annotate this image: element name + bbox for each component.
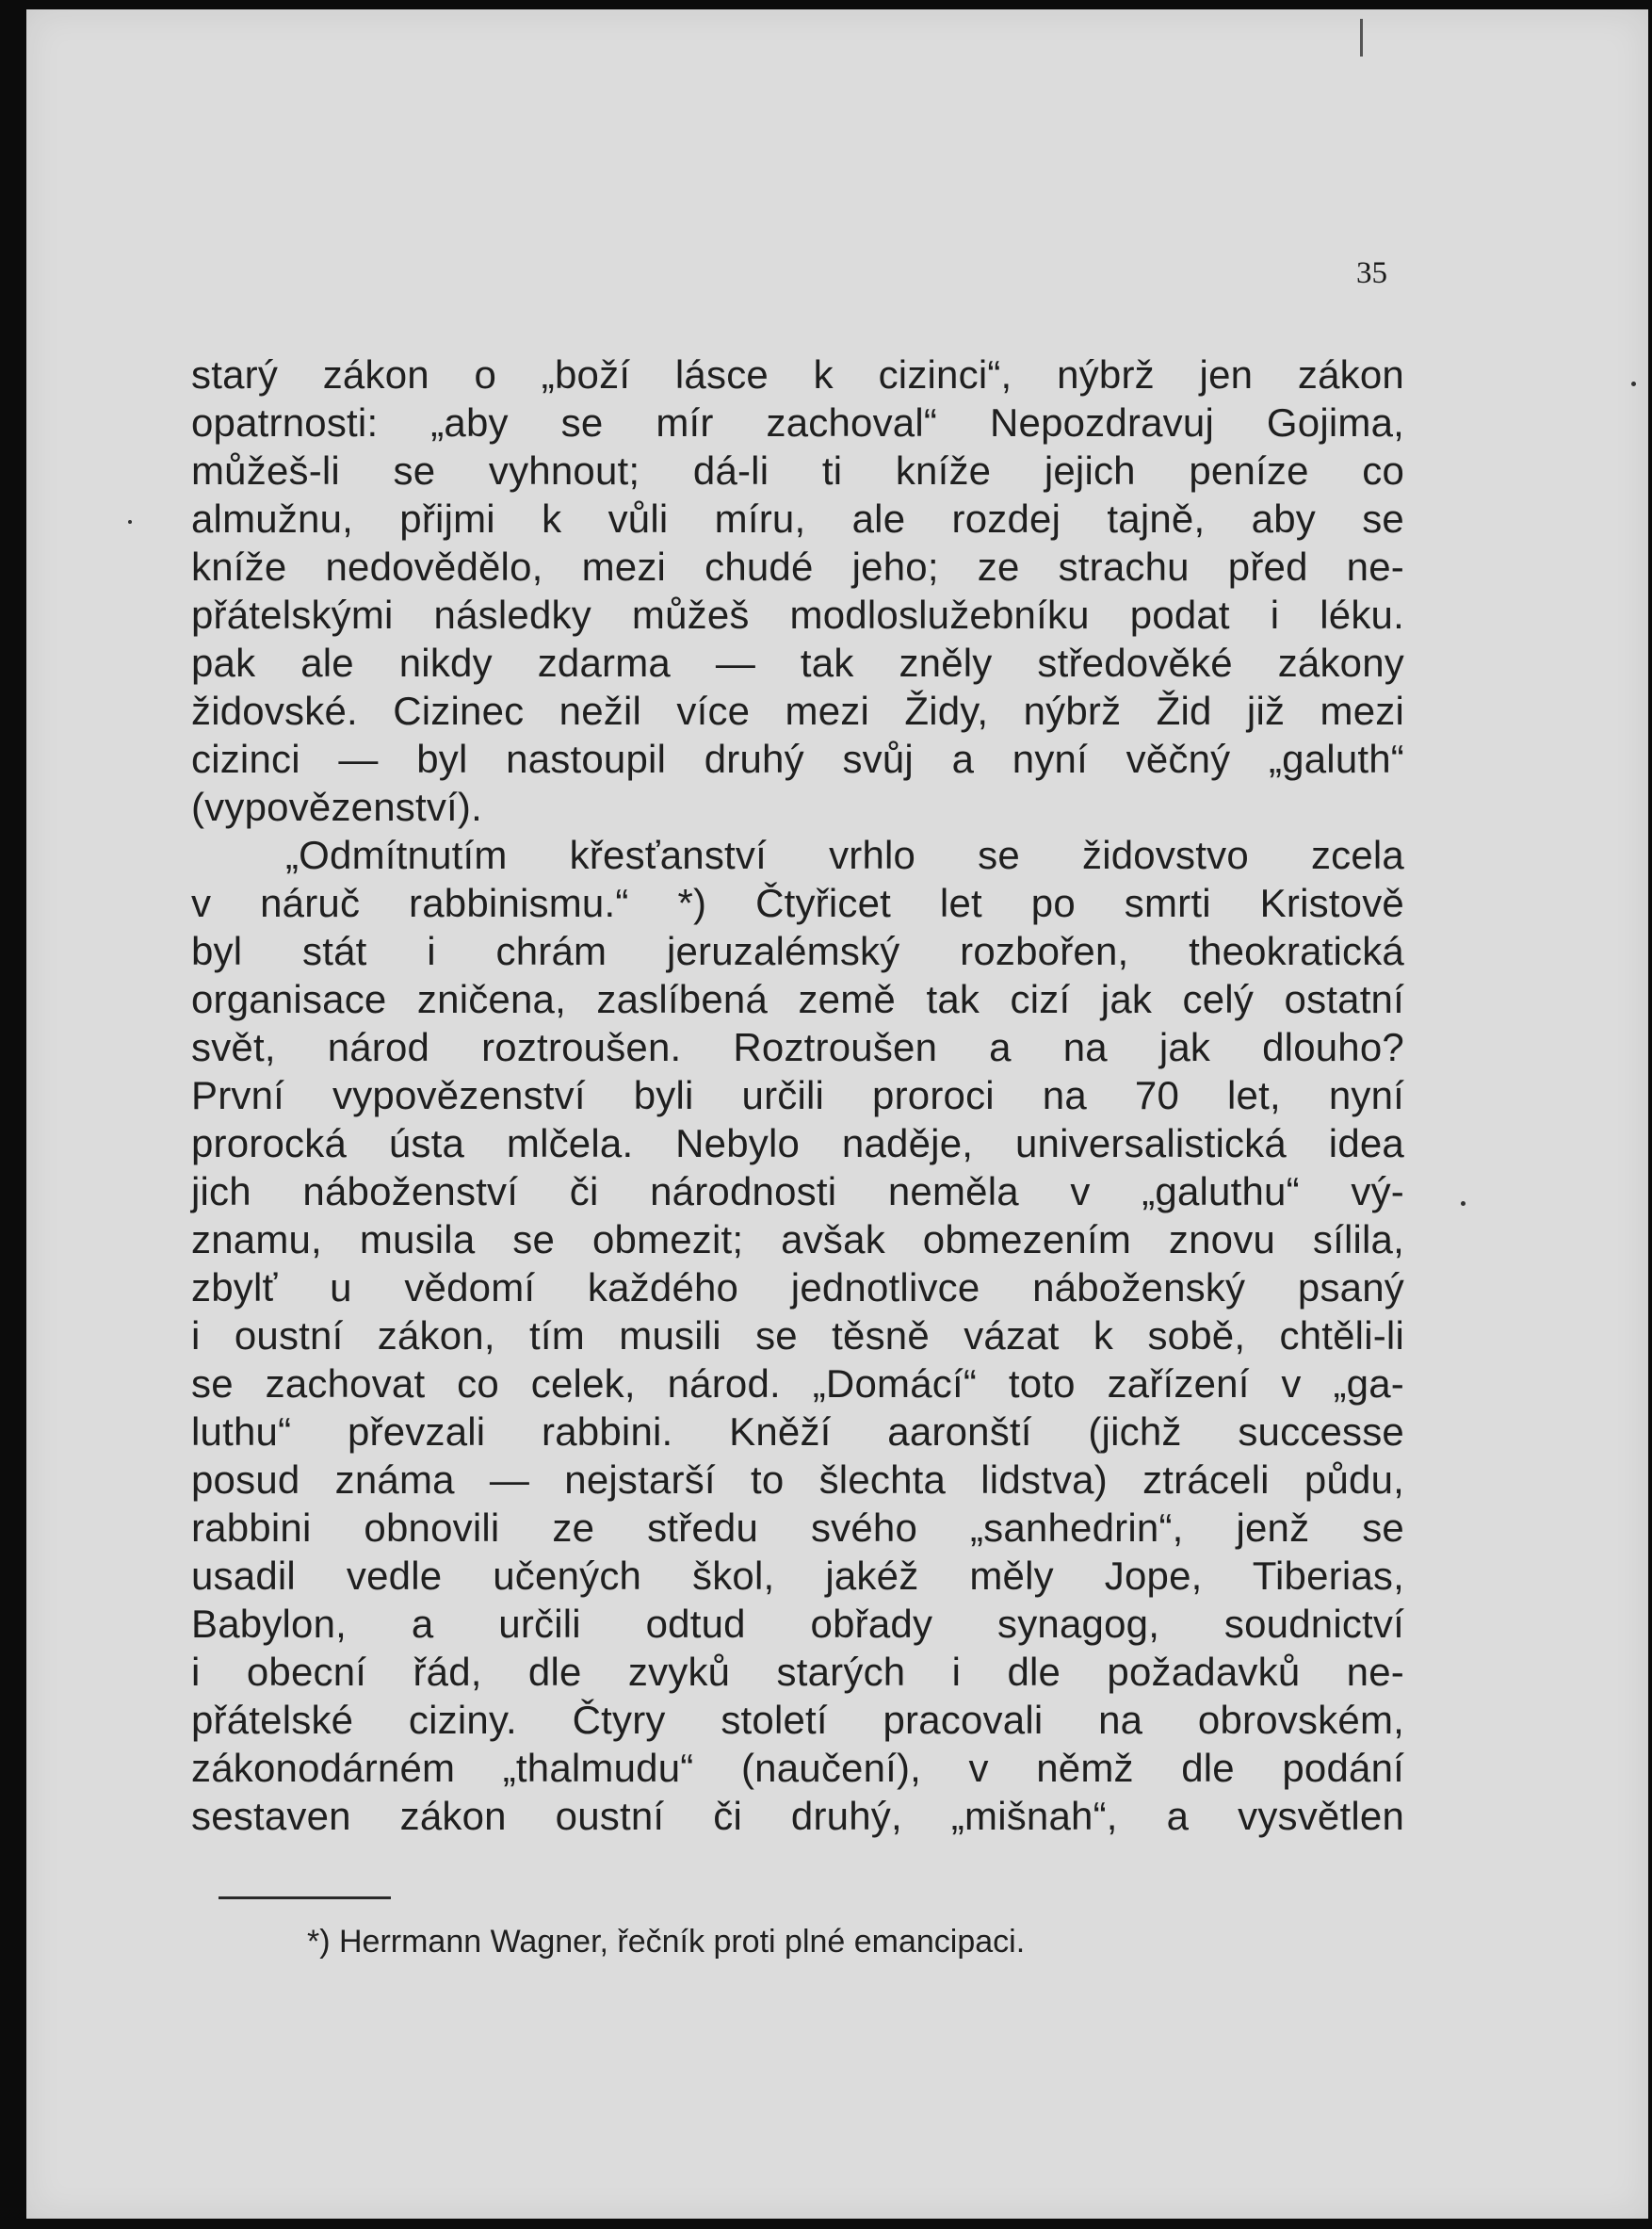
text-line: se zachovat co celek, národ. „Domácí“ toto zařízení v „ga-: [191, 1361, 1404, 1406]
text-line: (vypovězenství).: [191, 785, 482, 829]
body-text: [191, 350, 1404, 1840]
text-line: sestaven zákon oustní či druhý, „mišnah“, a vysvětlen: [191, 1794, 1404, 1838]
text-line: i oustní zákon, tím musili se těsně vázat k sobě, chtěli-li: [191, 1313, 1404, 1358]
text-line: zbylť u vědomí každého jednotlivce náboženský psaný: [191, 1265, 1404, 1310]
text-line: přátelskými následky můžeš modloslužebníku podat i léku.: [191, 593, 1404, 637]
footnote-divider: [219, 1896, 391, 1899]
scan-edge-mark: [1360, 19, 1363, 57]
footnote: *) Herrmann Wagner, řečník proti plné emancipaci.: [307, 1924, 1026, 1960]
scan-speck: [1631, 382, 1636, 386]
scan-speck: [128, 520, 132, 524]
scan-speck: [1461, 1201, 1466, 1206]
text-line: i obecní řád, dle zvyků starých i dle požadavků ne-: [191, 1650, 1404, 1694]
text-line: usadil vedle učených škol, jakéž měly Jope, Tiberias,: [191, 1554, 1404, 1598]
text-line: zákonodárném „thalmudu“ (naučení), v němž dle podání: [191, 1746, 1404, 1790]
text-line: organisace zničena, zaslíbená země tak cizí jak celý ostatní: [191, 977, 1404, 1021]
text-line: v náruč rabbinismu.“ *) Čtyřicet let po smrti Kristově: [191, 881, 1404, 925]
text-line: židovské. Cizinec nežil více mezi Židy, nýbrž Žid již mezi: [191, 689, 1404, 733]
text-line: znamu, musila se obmezit; avšak obmezením znovu sílila,: [191, 1217, 1404, 1261]
text-line: byl stát i chrám jeruzalémský rozbořen, theokratická: [191, 929, 1404, 973]
text-line: kníže nedovědělo, mezi chudé jeho; ze strachu před ne-: [191, 545, 1404, 589]
text-line: starý zákon o „boží lásce k cizinci“, nýbrž jen zákon: [191, 352, 1404, 397]
text-line: luthu“ převzali rabbini. Kněží aaronští (jichž successe: [191, 1409, 1404, 1454]
text-line: opatrnosti: „aby se mír zachoval“ Nepozdravuj Gojima,: [191, 400, 1404, 445]
text-line: můžeš-li se vyhnout; dá-li ti kníže jejich peníze co: [191, 448, 1404, 493]
text-line: posud známa — nejstarší to šlechta lidstva) ztráceli půdu,: [191, 1457, 1404, 1502]
text-line: pak ale nikdy zdarma — tak zněly středověké zákony: [191, 641, 1404, 685]
text-line: První vypovězenství byli určili proroci na 70 let, nyní: [191, 1073, 1404, 1117]
text-line: svět, národ roztroušen. Roztroušen a na jak dlouho?: [191, 1025, 1404, 1069]
text-line: „Odmítnutím křesťanství vrhlo se židovstvo zcela: [285, 833, 1404, 877]
text-line: almužnu, přijmi k vůli míru, ale rozdej tajně, aby se: [191, 496, 1404, 541]
page-number: 35: [1356, 256, 1387, 290]
text-line: prorocká ústa mlčela. Nebylo naděje, universalistická idea: [191, 1121, 1404, 1165]
text-line: cizinci — byl nastoupil druhý svůj a nyní věčný „galuth“: [191, 737, 1404, 781]
text-line: jich náboženství či národnosti neměla v „galuthu“ vý-: [191, 1169, 1404, 1213]
text-line: přátelské ciziny. Čtyry století pracovali na obrovském,: [191, 1698, 1404, 1742]
book-page: [26, 9, 1648, 2219]
text-line: rabbini obnovili ze středu svého „sanhedrin“, jenž se: [191, 1505, 1404, 1550]
text-line: Babylon, a určili odtud obřady synagog, soudnictví: [191, 1602, 1404, 1646]
